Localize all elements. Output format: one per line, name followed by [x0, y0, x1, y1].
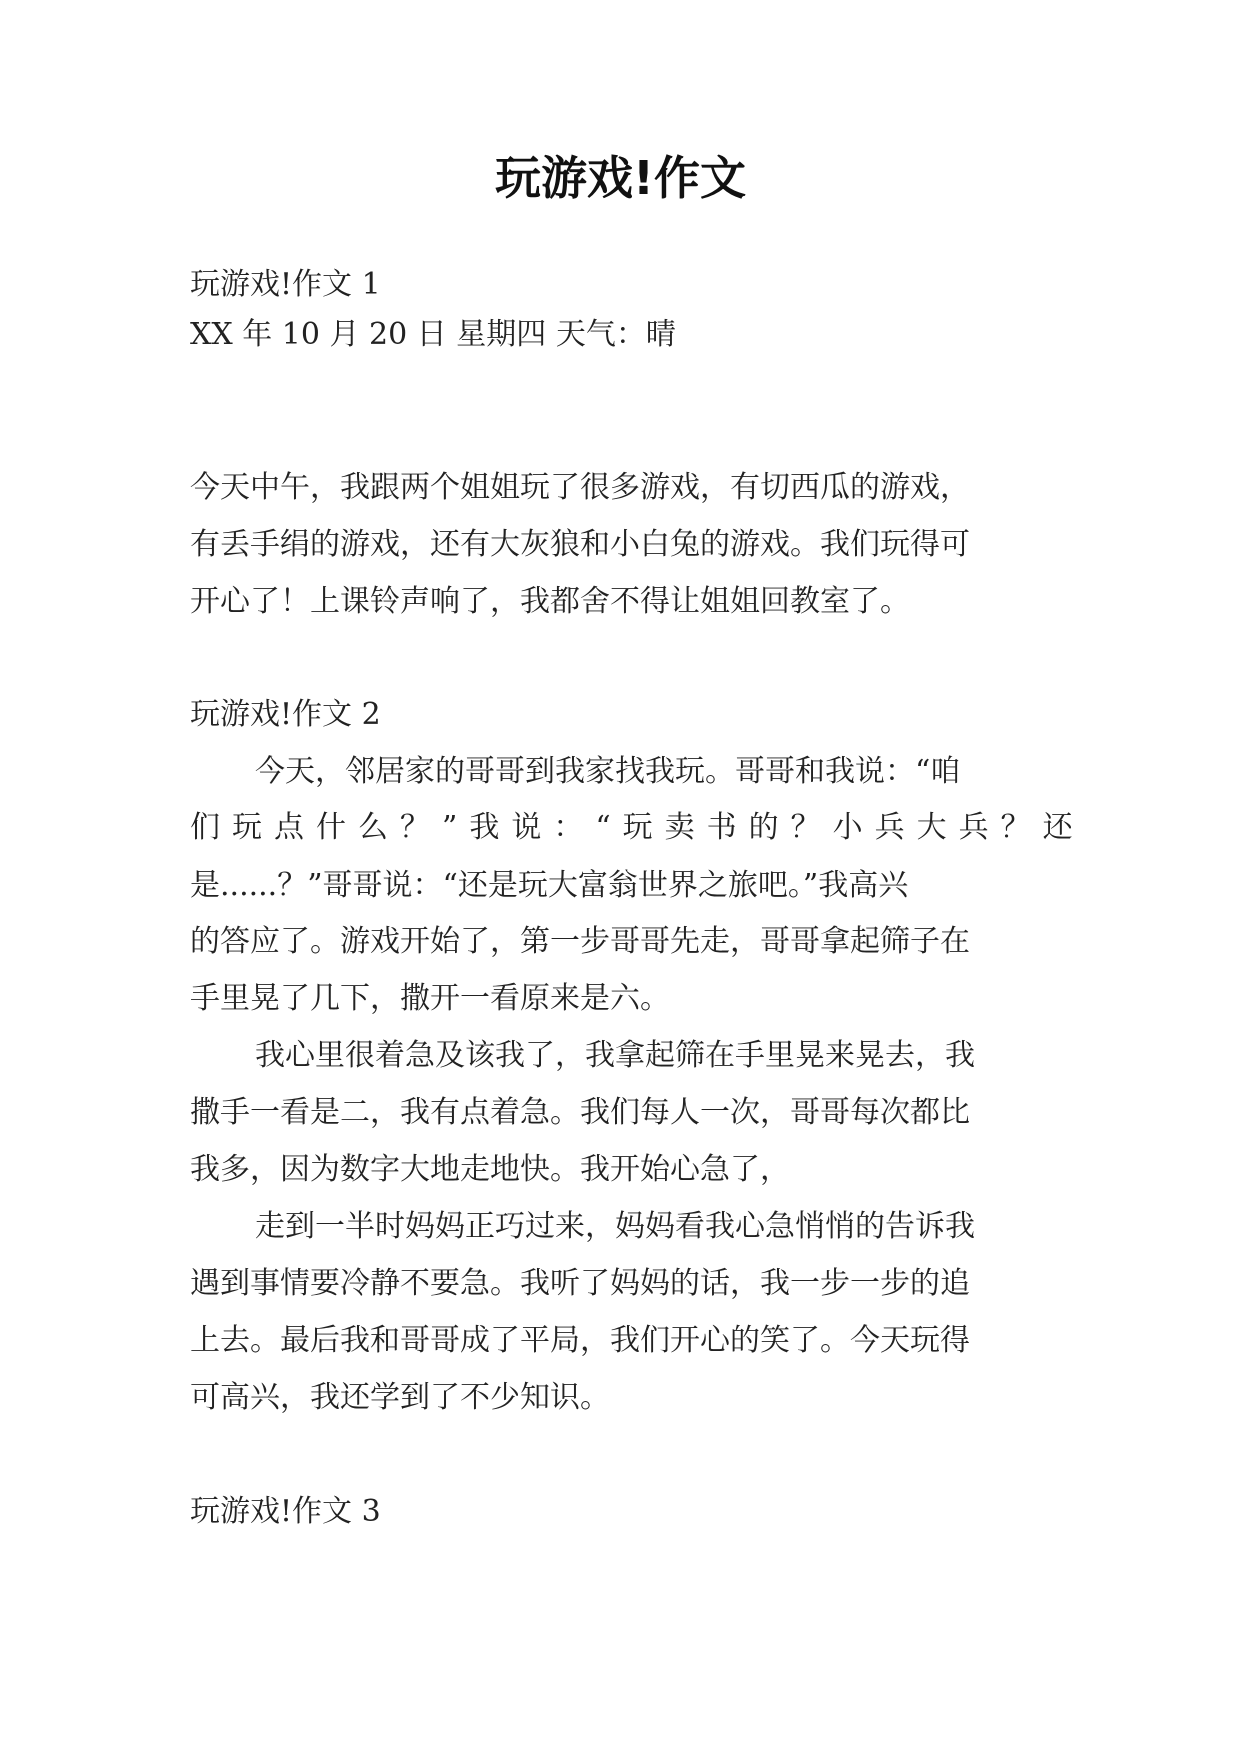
essay2-line: 遇到事情要冷静不要急。我听了妈妈的话，我一步一步的追	[190, 1266, 970, 1301]
essay2-line: 走到一半时妈妈正巧过来，妈妈看我心急悄悄的告诉我	[255, 1209, 975, 1244]
essay1-dateline: XX 年 10 月 20 日 星期四 天气：晴	[190, 317, 676, 352]
essay2-line: 我多，因为数字大地走地快。我开始心急了，	[190, 1152, 790, 1187]
essay2-line: 上去。最后我和哥哥成了平局，我们开心的笑了。今天玩得	[190, 1323, 970, 1358]
essay2-line: 是......？”哥哥说：“还是玩大富翁世界之旅吧。”我高兴	[190, 868, 909, 903]
essay2-heading: 玩游戏!作文 2	[190, 697, 381, 732]
essay2-line: 的答应了。游戏开始了，第一步哥哥先走，哥哥拿起筛子在	[190, 924, 970, 959]
essay1-line: 开心了！上课铃声响了，我都舍不得让姐姐回教室了。	[190, 584, 910, 619]
essay2-line: 们玩点什么？”我说：“玩卖书的？小兵大兵？还	[190, 810, 1085, 845]
document-title: 玩游戏!作文	[495, 151, 746, 205]
essay3-heading: 玩游戏!作文 3	[190, 1494, 381, 1529]
essay2-line: 我心里很着急及该我了，我拿起筛在手里晃来晃去，我	[255, 1038, 975, 1073]
essay1-line: 有丢手绢的游戏，还有大灰狼和小白兔的游戏。我们玩得可	[190, 527, 970, 562]
essay2-line: 手里晃了几下，撒开一看原来是六。	[190, 981, 670, 1016]
essay1-line: 今天中午，我跟两个姐姐玩了很多游戏，有切西瓜的游戏，	[190, 470, 970, 505]
essay2-line: 可高兴，我还学到了不少知识。	[190, 1380, 610, 1415]
essay1-heading: 玩游戏!作文 1	[190, 267, 381, 302]
essay2-line: 今天，邻居家的哥哥到我家找我玩。哥哥和我说：“咱	[255, 754, 961, 789]
essay2-line: 撒手一看是二，我有点着急。我们每人一次，哥哥每次都比	[190, 1095, 970, 1130]
